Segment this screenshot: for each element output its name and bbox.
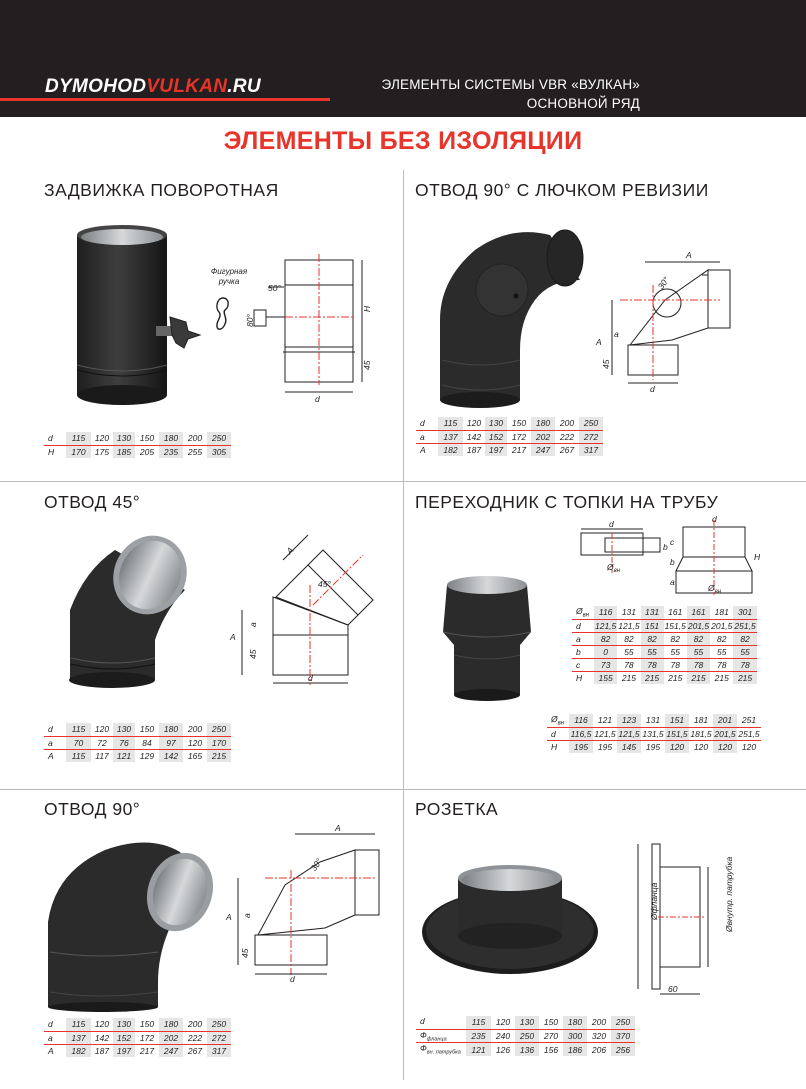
page-header <box>0 0 806 117</box>
table-cell: 121,5 <box>618 728 640 739</box>
row-label: a <box>572 632 594 645</box>
table-cell: 181 <box>689 714 713 727</box>
table-row <box>572 645 757 658</box>
angle-label: 45° <box>318 579 331 589</box>
row-label-main: Ø <box>551 714 558 724</box>
table-cell: 155 <box>594 671 617 684</box>
table-cell: 305 <box>207 445 231 458</box>
dim-c-label: c <box>670 537 675 547</box>
table-cell: 205 <box>139 446 155 457</box>
table-cell: 55 <box>641 645 664 658</box>
table-cell: 115 <box>66 432 91 445</box>
table-cell: 115 <box>66 723 91 736</box>
row-label-sub: вн <box>557 720 565 727</box>
table-cell: 72 <box>91 736 113 749</box>
table-cell: 301 <box>733 606 756 619</box>
table-cell: 120 <box>693 741 709 752</box>
table-cell: 130 <box>485 417 507 430</box>
table-cell: 247 <box>531 443 555 456</box>
handle-label: Фигурная ручка <box>210 267 248 286</box>
row-label: d <box>416 417 438 430</box>
page-title: ЭЛЕМЕНТЫ БЕЗ ИЗОЛЯЦИИ <box>223 127 583 155</box>
perehodnik-photo <box>432 570 542 705</box>
table-cell: 123 <box>617 714 641 727</box>
brand-underline <box>0 98 330 101</box>
table-cell: 120 <box>91 723 113 736</box>
table-cell: 317 <box>579 443 603 456</box>
table-cell: 250 <box>579 417 603 430</box>
dim-d-label: d <box>315 394 320 404</box>
table-row <box>572 632 757 645</box>
table-cell: 55 <box>733 645 756 658</box>
otvod90-spec-table <box>44 1018 231 1057</box>
table-cell: 130 <box>113 432 135 445</box>
row-label: A <box>48 750 54 761</box>
table-cell: 131,5 <box>642 728 664 739</box>
table-cell: 250 <box>207 723 231 736</box>
row-label-sub: вн <box>582 612 590 619</box>
table-row <box>44 445 231 458</box>
table-cell: 130 <box>113 1018 135 1031</box>
table-cell: 130 <box>113 723 135 736</box>
header-line-2: ОСНОВНОЙ РЯД <box>526 96 640 111</box>
table-cell: 55 <box>687 645 710 658</box>
table-row <box>44 1018 231 1031</box>
table-cell: 272 <box>207 1031 231 1044</box>
table-cell: 195 <box>569 740 593 753</box>
dim-d-label: d <box>308 673 313 683</box>
dim-A-label: A <box>335 823 341 833</box>
table-cell: 165 <box>187 750 203 761</box>
section-title-otvod90: ОТВОД 90° <box>44 799 141 819</box>
dim-o-label: $Ø_{вн}$ <box>607 562 621 574</box>
section-title-rozetka: РОЗЕТКА <box>415 799 499 819</box>
table-cell: 150 <box>135 432 159 445</box>
brand-part-red: VULKAN <box>146 76 228 97</box>
table-cell: 120 <box>91 1018 113 1031</box>
table-cell: 200 <box>587 1016 611 1029</box>
row-label-main: d <box>420 1016 425 1026</box>
dim-pipe-label: Øвнутр. патрубка <box>724 856 734 932</box>
table-cell: 197 <box>485 443 507 456</box>
table-row <box>416 1016 635 1029</box>
dim-A-vertical-label: A <box>230 632 236 642</box>
dim-b-label: b <box>663 542 668 552</box>
table-cell: 201,5 <box>687 620 710 631</box>
table-cell: 182 <box>66 1044 91 1057</box>
angle-50-label: 50° <box>268 283 281 293</box>
table-cell: 250 <box>207 432 231 445</box>
table-cell: 152 <box>113 1031 135 1044</box>
table-cell: 200 <box>183 432 207 445</box>
zadvizhka-drawing <box>240 250 380 405</box>
row-label: H <box>576 672 583 683</box>
otvod45-drawing <box>228 525 388 690</box>
table-cell: 137 <box>438 430 463 443</box>
table-cell: 121 <box>113 749 135 762</box>
handle-shape-icon <box>213 296 233 336</box>
table-cell: 251 <box>737 714 761 727</box>
table-cell: 121,5 <box>594 728 616 739</box>
table-cell: 206 <box>591 1044 607 1055</box>
zadvizhka-spec-table <box>44 432 231 458</box>
table-row <box>416 1029 635 1043</box>
row-label: a <box>44 1031 66 1044</box>
table-cell: 131 <box>617 606 640 619</box>
row-label: d <box>44 432 66 445</box>
row-label: a <box>44 736 66 749</box>
table-row <box>547 714 761 727</box>
dim-a-label: a <box>242 913 252 918</box>
row-label: a <box>416 430 438 443</box>
dim-45-label: 45 <box>248 649 258 659</box>
table-cell: 115 <box>66 749 91 762</box>
table-cell: 180 <box>563 1016 587 1029</box>
table-cell: 181 <box>710 606 733 619</box>
table-row <box>44 1044 231 1057</box>
table-cell: 202 <box>531 430 555 443</box>
dim-A-label: A <box>686 250 692 260</box>
divider-vertical-3 <box>403 790 404 1080</box>
table-cell: 317 <box>207 1044 231 1057</box>
row-label <box>547 714 569 727</box>
table-row <box>44 432 231 445</box>
table-cell: 151 <box>641 619 664 632</box>
table-cell: 217 <box>511 444 527 455</box>
table-cell: 200 <box>183 1018 207 1031</box>
table-cell: 84 <box>135 736 159 749</box>
dim-flange-label: Øфланца <box>649 882 659 920</box>
table-row <box>44 1031 231 1044</box>
table-row <box>547 740 761 753</box>
table-cell: 170 <box>207 736 231 749</box>
table-cell: 187 <box>94 1045 110 1056</box>
table-cell: 235 <box>466 1029 491 1043</box>
perehodnik-drawing-small <box>575 518 670 578</box>
otvod90-drawing <box>220 820 395 985</box>
brand-suffix: .RU <box>227 76 261 97</box>
table-cell: 82 <box>733 632 756 645</box>
dim-A-vertical-label: A <box>596 337 602 347</box>
table-cell: 251,5 <box>738 728 760 739</box>
table-row <box>416 417 603 430</box>
table-cell: 320 <box>587 1029 611 1043</box>
table-cell: 151,5 <box>664 620 686 631</box>
table-cell: 222 <box>555 430 579 443</box>
section-title-otvod90-revizia: ОТВОД 90° С ЛЮЧКОМ РЕВИЗИИ <box>415 180 709 200</box>
row-label <box>416 1029 466 1043</box>
table-cell: 78 <box>641 658 664 671</box>
table-cell: 175 <box>94 446 110 457</box>
dim-45-label: 45 <box>240 948 250 958</box>
table-cell: 161 <box>687 606 710 619</box>
row-label: H <box>48 446 55 457</box>
otvod45-photo <box>55 530 205 695</box>
table-cell: 215 <box>621 672 637 683</box>
table-cell: 201,5 <box>714 728 736 739</box>
table-cell: 250 <box>611 1016 635 1029</box>
table-cell: 120 <box>183 736 207 749</box>
table-cell: 180 <box>159 723 183 736</box>
table-row <box>572 606 757 619</box>
angle-label: 30° <box>655 274 672 292</box>
table-cell: 267 <box>559 444 575 455</box>
row-label-sub: вн. патрубка <box>426 1050 461 1057</box>
otvod90-revizia-spec-table <box>416 417 603 456</box>
table-cell: 172 <box>135 1031 159 1044</box>
dim-d-label: d <box>650 384 655 394</box>
dim-a-label: a <box>614 329 619 339</box>
table-cell: 117 <box>95 750 109 761</box>
table-cell: 78 <box>664 658 687 671</box>
dim-a-label: a <box>248 622 258 627</box>
table-cell: 202 <box>159 1031 183 1044</box>
row-label: A <box>48 1045 54 1056</box>
dim-A-vertical-label: A <box>226 912 232 922</box>
brand-part-white: DYMOHOD <box>45 76 147 97</box>
table-cell: 126 <box>495 1044 511 1055</box>
table-cell: 150 <box>507 417 531 430</box>
table-cell: 120 <box>491 1016 515 1029</box>
dim-H-label: H <box>362 305 372 312</box>
table-cell: 201,5 <box>711 620 733 631</box>
section-title-perehodnik: ПЕРЕХОДНИК С ТОПКИ НА ТРУБУ <box>415 492 719 512</box>
dim-b-label-2: b <box>670 557 675 567</box>
table-cell: 120 <box>713 740 737 753</box>
divider-vertical-1 <box>403 170 404 482</box>
table-cell: 256 <box>611 1043 635 1056</box>
dim-d-label: d <box>290 974 295 984</box>
table-cell: 136 <box>515 1043 539 1056</box>
rozetka-spec-table <box>416 1016 635 1056</box>
table-cell: 70 <box>66 736 91 749</box>
table-cell: 116 <box>569 714 593 727</box>
dim-d-label-2: d <box>712 514 717 524</box>
table-cell: 235 <box>159 445 183 458</box>
row-label <box>572 606 594 619</box>
table-cell: 115 <box>66 1018 91 1031</box>
table-cell: 180 <box>159 432 183 445</box>
otvod90-revizia-photo <box>420 210 590 410</box>
rozetka-photo <box>420 860 600 985</box>
table-cell: 82 <box>594 632 617 645</box>
table-row <box>572 658 757 671</box>
table-cell: 121,5 <box>595 620 617 631</box>
table-cell: 200 <box>183 723 207 736</box>
table-cell: 82 <box>617 632 640 645</box>
otvod45-spec-table <box>44 723 231 762</box>
row-label: d <box>572 619 594 632</box>
table-cell: 150 <box>135 723 159 736</box>
table-cell: 181,5 <box>690 728 712 739</box>
table-row <box>547 727 761 740</box>
table-cell: 82 <box>710 632 733 645</box>
table-cell: 267 <box>187 1045 203 1056</box>
table-row <box>572 619 757 632</box>
table-cell: 82 <box>687 632 710 645</box>
table-cell: 187 <box>466 444 482 455</box>
table-cell: 145 <box>617 740 641 753</box>
table-row <box>416 1043 635 1056</box>
header-line-1: ЭЛЕМЕНТЫ СИСТЕМЫ VBR «ВУЛКАН» <box>381 77 640 92</box>
table-cell: 55 <box>664 645 687 658</box>
table-cell: 121,5 <box>618 620 640 631</box>
section-title-zadvizhka: ЗАДВИЖКА ПОВОРОТНАЯ <box>44 180 279 200</box>
table-cell: 121 <box>593 714 617 727</box>
brand-logo[interactable] <box>45 76 261 98</box>
divider-horizontal-1 <box>0 481 806 482</box>
zadvizhka-photo <box>60 215 200 405</box>
perehodnik-spec-table-2 <box>547 714 761 753</box>
table-cell: 222 <box>183 1031 207 1044</box>
table-cell: 370 <box>611 1029 635 1043</box>
table-cell: 152 <box>485 430 507 443</box>
row-label: b <box>572 645 594 658</box>
table-cell: 156 <box>543 1044 559 1055</box>
table-cell: 250 <box>207 1018 231 1031</box>
angle-80-label: 80° <box>245 314 255 327</box>
table-cell: 78 <box>733 658 756 671</box>
table-row <box>416 430 603 443</box>
table-cell: 116,5 <box>570 728 592 739</box>
table-cell: 270 <box>539 1029 563 1043</box>
table-cell: 300 <box>563 1029 587 1043</box>
table-cell: 0 <box>594 645 617 658</box>
table-cell: 55 <box>710 645 733 658</box>
table-cell: 240 <box>491 1029 515 1043</box>
table-cell: 251,5 <box>734 620 756 631</box>
otvod90-revizia-drawing <box>590 245 740 395</box>
table-cell: 250 <box>515 1029 539 1043</box>
table-cell: 195 <box>645 741 661 752</box>
dim-A-label: A <box>284 544 296 557</box>
table-cell: 97 <box>159 736 183 749</box>
table-cell: 255 <box>187 446 203 457</box>
table-cell: 150 <box>539 1016 563 1029</box>
table-cell: 180 <box>531 417 555 430</box>
table-cell: 161 <box>664 606 687 619</box>
table-cell: 185 <box>113 445 135 458</box>
divider-vertical-2 <box>403 482 404 790</box>
table-cell: 201 <box>713 714 737 727</box>
table-cell: 129 <box>139 750 155 761</box>
table-cell: 215 <box>733 671 756 684</box>
table-row <box>416 443 603 456</box>
row-label: d <box>547 727 569 740</box>
table-cell: 195 <box>597 741 613 752</box>
header-subtitle <box>381 75 640 113</box>
table-cell: 142 <box>91 1031 113 1044</box>
table-cell: 151 <box>665 714 689 727</box>
table-cell: 247 <box>159 1044 183 1057</box>
table-cell: 137 <box>66 1031 91 1044</box>
otvod90-photo <box>40 832 220 1012</box>
divider-horizontal-2 <box>0 789 806 790</box>
table-cell: 120 <box>91 432 113 445</box>
table-cell: 116 <box>594 606 617 619</box>
perehodnik-drawing-large <box>668 515 763 597</box>
dim-a-label: a <box>670 577 675 587</box>
table-cell: 76 <box>113 736 135 749</box>
table-cell: 197 <box>113 1044 135 1057</box>
table-row <box>44 723 231 736</box>
row-label-main: Ф <box>420 1029 427 1040</box>
table-cell: 78 <box>687 658 710 671</box>
angle-label: 30° <box>308 856 324 873</box>
table-cell: 142 <box>159 749 183 762</box>
row-label-sub: фланца <box>426 1036 447 1043</box>
table-cell: 78 <box>617 658 640 671</box>
row-label <box>416 1043 466 1056</box>
table-cell: 78 <box>710 658 733 671</box>
dim-d-label: d <box>609 519 614 529</box>
table-cell: 215 <box>668 672 683 683</box>
table-cell: 115 <box>438 417 463 430</box>
row-label-main: Ø <box>576 606 583 616</box>
table-cell: 150 <box>135 1018 159 1031</box>
table-cell: 151,5 <box>666 728 688 739</box>
table-cell: 200 <box>555 417 579 430</box>
table-cell: 215 <box>207 749 231 762</box>
table-cell: 186 <box>563 1043 587 1056</box>
row-label: A <box>420 444 426 455</box>
table-cell: 172 <box>507 430 531 443</box>
dim-45-label: 45 <box>362 360 372 370</box>
dim-60-label: 60 <box>668 984 678 994</box>
dim-H-label: H <box>754 552 761 562</box>
table-cell: 121 <box>466 1043 491 1056</box>
row-label: c <box>572 658 594 671</box>
table-cell: 73 <box>594 658 617 671</box>
row-label-main: Ф <box>420 1043 427 1054</box>
dim-45-label: 45 <box>601 359 611 369</box>
row-label: H <box>551 741 558 752</box>
table-row <box>572 671 757 684</box>
table-row <box>44 736 231 749</box>
rozetka-drawing <box>628 832 734 1002</box>
table-cell: 120 <box>463 417 485 430</box>
table-cell: 55 <box>617 645 640 658</box>
row-label <box>416 1016 466 1029</box>
table-cell: 217 <box>139 1045 155 1056</box>
table-cell: 170 <box>66 445 91 458</box>
table-row <box>44 749 231 762</box>
perehodnik-spec-table-1 <box>572 606 757 684</box>
table-cell: 120 <box>665 740 689 753</box>
table-cell: 180 <box>159 1018 183 1031</box>
table-cell: 215 <box>687 671 710 684</box>
table-cell: 120 <box>741 741 757 752</box>
row-label: d <box>44 723 66 736</box>
table-cell: 82 <box>664 632 687 645</box>
table-cell: 215 <box>714 672 729 683</box>
table-cell: 182 <box>438 443 463 456</box>
table-cell: 131 <box>641 606 664 619</box>
section-title-otvod45: ОТВОД 45° <box>44 492 141 512</box>
table-cell: 131 <box>641 714 665 727</box>
table-cell: 215 <box>641 671 664 684</box>
dim-o-label-2: $Ø_{вн}$ <box>708 583 722 595</box>
row-label: d <box>44 1018 66 1031</box>
table-cell: 142 <box>463 430 485 443</box>
table-cell: 130 <box>515 1016 539 1029</box>
table-cell: 115 <box>466 1016 491 1029</box>
table-cell: 272 <box>579 430 603 443</box>
table-cell: 82 <box>641 632 664 645</box>
